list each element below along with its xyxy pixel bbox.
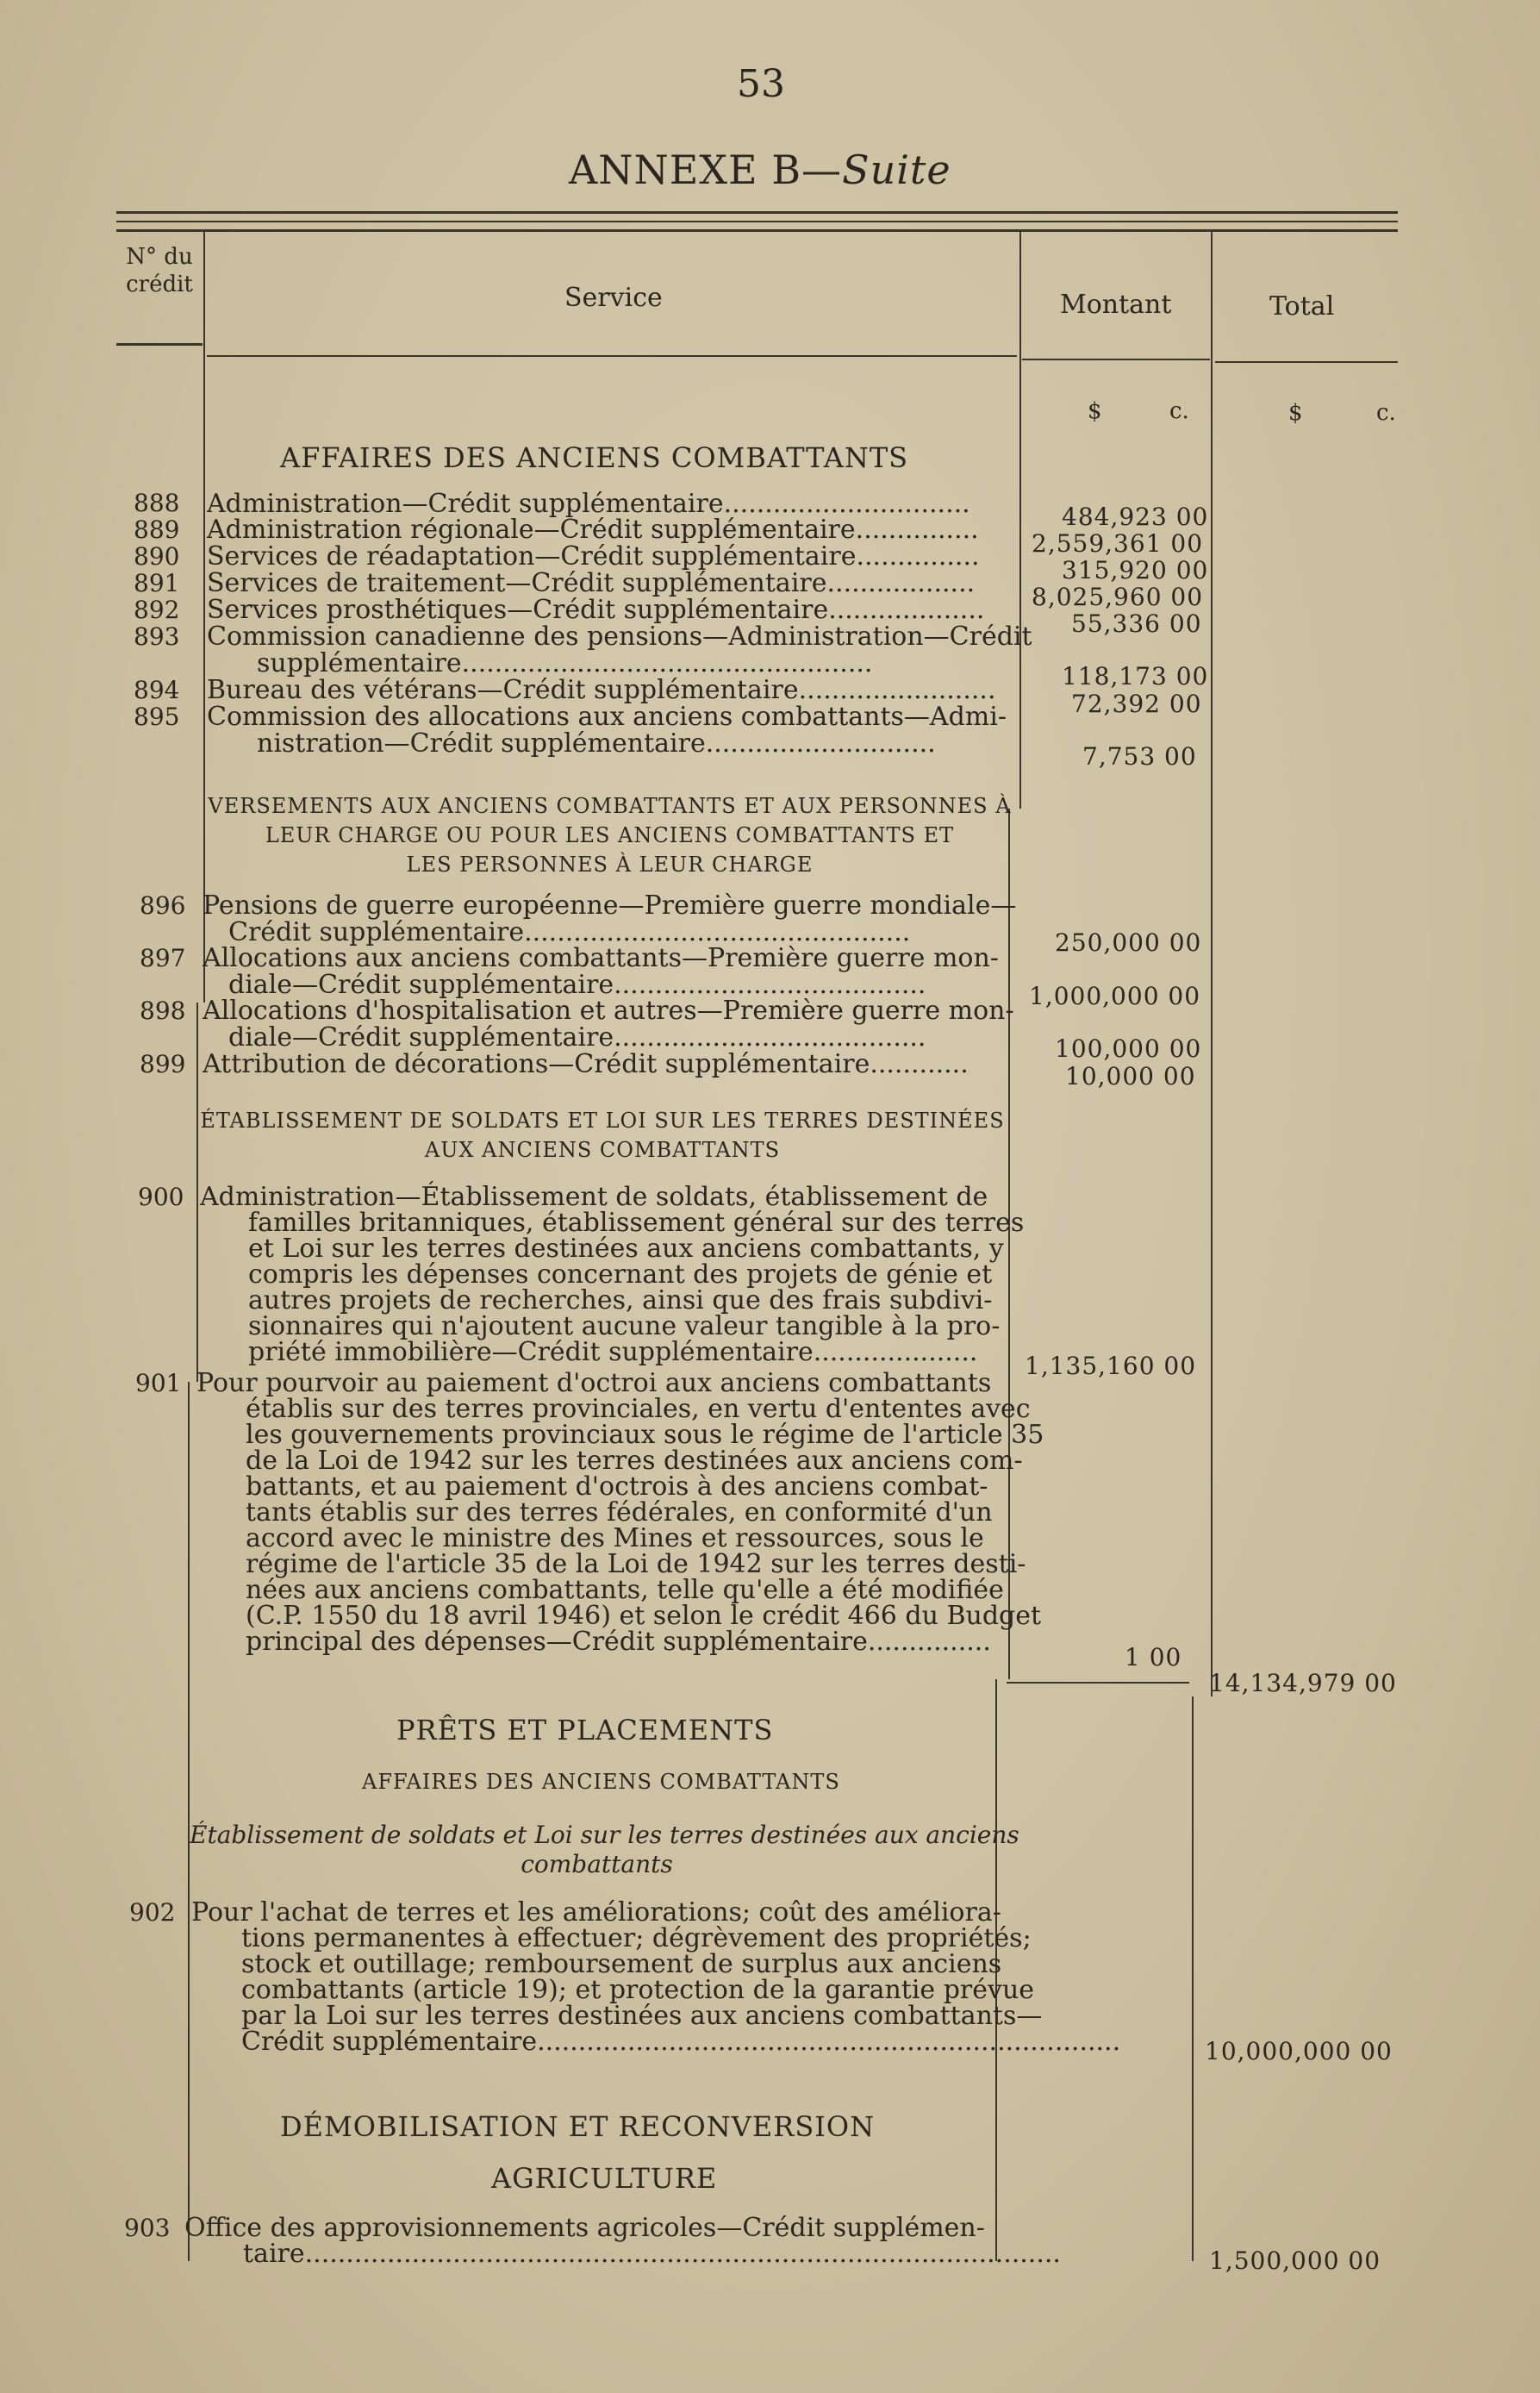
credit-no: 889 — [134, 515, 180, 544]
page-number: 53 — [737, 62, 785, 106]
col-line-1 — [203, 231, 205, 1003]
montant-cents: c. — [1169, 398, 1189, 424]
montant-value: 118,173 00 — [1062, 662, 1209, 690]
header-rule-mont — [1022, 359, 1210, 360]
service-text: Services prosthétiques—Crédit supplémentaire................... — [207, 595, 985, 625]
service-text-cont: tants établis sur des terres fédérales, en conformité d'un — [246, 1497, 993, 1528]
service-text: Pour l'achat de terres et les améliorations; coût des améliora- — [191, 1897, 1001, 1928]
service-text-cont: taire............................................................................................ — [243, 2239, 1061, 2269]
col-line-3 — [1211, 231, 1213, 1696]
service-text-cont: diale—Crédit supplémentaire...................................... — [228, 970, 926, 1000]
montant-dollar: $ — [1088, 398, 1102, 424]
montant-value: 72,392 00 — [1071, 690, 1202, 718]
service-text: Commission canadienne des pensions—Administration—Crédit — [207, 622, 1032, 652]
service-text-cont: combattants (article 19); et protection de la garantie prévue — [241, 1975, 1035, 2005]
header-total: Total — [1269, 291, 1335, 322]
service-text-cont: Crédit supplémentaire....................................................................... — [241, 2027, 1121, 2057]
montant-value: 1,000,000 00 — [1029, 982, 1201, 1010]
col-line-2 — [1019, 231, 1021, 809]
service-text-cont: priété immobilière—Crédit supplémentaire.................... — [248, 1337, 978, 1367]
section-subheading-agriculture: AGRICULTURE — [491, 2162, 718, 2195]
credit-no: 900 — [138, 1183, 184, 1211]
montant-value: 55,336 00 — [1071, 609, 1202, 638]
page-title-suite: Suite — [842, 147, 951, 193]
service-text: Office des approvisionnements agricoles—Crédit supplémen- — [184, 2213, 985, 2243]
total-value: 10,000,000 00 — [1205, 2037, 1393, 2065]
service-text: Pour pourvoir au paiement d'octroi aux anciens combattants — [196, 1368, 992, 1398]
section-subheading-affaires: AFFAIRES DES ANCIENS COMBATTANTS — [362, 1770, 840, 1794]
service-text-cont: principal des dépenses—Crédit supplémentaire............... — [246, 1627, 991, 1657]
total-cents: c. — [1376, 400, 1396, 426]
montant-value: 1 00 — [1125, 1643, 1182, 1671]
header-rule-svc — [207, 355, 1017, 357]
service-text-cont: nistration—Crédit supplémentaire............................ — [257, 728, 936, 759]
service-text-cont: stock et outillage; remboursement de surplus aux anciens — [241, 1949, 1002, 1979]
service-text: Allocations d'hospitalisation et autres—Première guerre mon- — [203, 996, 1014, 1026]
service-text-cont: autres projets de recherches, ainsi que des frais subdivi- — [248, 1285, 993, 1315]
service-text-cont: par la Loi sur les terres destinées aux anciens combattants— — [241, 2001, 1043, 2031]
section-heading-versements: VERSEMENTS AUX ANCIENS COMBATTANTS ET AUX PERSONNES À LEUR CHARGE OU POUR LES ANCIENS COMBATTANTS ET LES PERSONNES À LEUR CHARGE — [208, 794, 1012, 877]
service-text-cont: et Loi sur les terres destinées aux anciens combattants, y — [248, 1234, 1004, 1264]
col-line-1b — [196, 1003, 198, 1382]
top-rule-1 — [116, 211, 1398, 214]
service-text: Services de traitement—Crédit supplémentaire.................. — [207, 568, 976, 598]
credit-no: 893 — [134, 622, 180, 651]
header-no-credit: N° du crédit — [126, 244, 193, 297]
service-text-cont: accord avec le ministre des Mines et ressources, sous le — [246, 1523, 984, 1553]
page-title: ANNEXE B—Suite — [569, 147, 951, 193]
service-text: Pensions de guerre européenne—Première guerre mondiale— — [203, 890, 1017, 921]
credit-no: 902 — [129, 1898, 176, 1927]
credit-no: 895 — [134, 703, 180, 731]
service-text: Commission des allocations aux anciens combattants—Admi- — [207, 702, 1007, 732]
service-text-cont: battants, et au paiement d'octrois à des anciens combat- — [246, 1471, 988, 1502]
total-value: 1,500,000 00 — [1209, 2246, 1381, 2275]
col-line-3b — [1192, 1696, 1194, 2261]
section-italic-heading: Établissement de soldats et Loi sur les terres destinées aux anciens combattants — [190, 1821, 1019, 1878]
service-text: Administration régionale—Crédit supplémentaire............... — [207, 515, 979, 545]
credit-no: 903 — [124, 2214, 171, 2242]
montant-value: 8,025,960 00 — [1032, 583, 1204, 611]
service-text-cont: diale—Crédit supplémentaire...................................... — [228, 1022, 926, 1053]
montant-value: 100,000 00 — [1055, 1034, 1202, 1063]
credit-no: 896 — [140, 891, 186, 920]
service-text-cont: (C.P. 1550 du 18 avril 1946) et selon le crédit 466 du Budget — [246, 1601, 1042, 1631]
credit-no: 899 — [140, 1050, 186, 1078]
header-rule-total — [1215, 361, 1398, 363]
credit-no: 890 — [134, 542, 180, 571]
service-text-cont: nées aux anciens combattants, telle qu'elle a été modifiée — [246, 1575, 1004, 1605]
total-dollar: $ — [1288, 400, 1303, 426]
service-text: Attribution de décorations—Crédit supplémentaire............ — [203, 1049, 969, 1079]
service-text-cont: régime de l'article 35 de la Loi de 1942 sur les terres desti- — [246, 1549, 1026, 1579]
credit-no: 898 — [140, 997, 186, 1025]
credit-no: 897 — [140, 944, 186, 972]
top-rule-2 — [116, 221, 1398, 222]
credit-no: 901 — [135, 1369, 182, 1397]
service-text: Allocations aux anciens combattants—Première guerre mon- — [203, 943, 999, 973]
montant-value: 1,135,160 00 — [1025, 1352, 1197, 1380]
service-text-cont: compris les dépenses concernant des projets de génie et — [248, 1259, 993, 1290]
service-text-cont: supplémentaire.................................................. — [257, 648, 873, 678]
section-heading-prets: PRÊTS ET PLACEMENTS — [396, 1714, 774, 1746]
service-text: Services de réadaptation—Crédit supplémentaire............... — [207, 541, 980, 572]
credit-no: 894 — [134, 676, 180, 704]
service-text: Bureau des vétérans—Crédit supplémentaire........................ — [207, 675, 996, 705]
service-text-cont: familles britanniques, établissement général sur des terres — [248, 1208, 1025, 1238]
service-text-cont: tions permanentes à effectuer; dégrèvement des propriétés; — [241, 1923, 1032, 1953]
service-text-cont: de la Loi de 1942 sur les terres destinées aux anciens com- — [246, 1446, 1023, 1476]
section-heading-affaires: AFFAIRES DES ANCIENS COMBATTANTS — [280, 441, 909, 474]
service-text: Administration—Crédit supplémentaire.............................. — [207, 489, 970, 519]
service-text-cont: les gouvernements provinciaux sous le régime de l'article 35 — [246, 1420, 1044, 1450]
credit-no: 892 — [134, 596, 180, 624]
montant-value: 315,920 00 — [1062, 556, 1209, 584]
service-text-cont: sionnaires qui n'ajoutent aucune valeur tangible à la pro- — [248, 1311, 1001, 1341]
montant-value: 7,753 00 — [1082, 742, 1197, 771]
header-service: Service — [564, 283, 663, 313]
service-text-cont: Crédit supplémentaire............................................... — [228, 917, 911, 947]
montant-value: 2,559,361 00 — [1032, 529, 1204, 558]
section-heading-demobilisation: DÉMOBILISATION ET RECONVERSION — [280, 2110, 876, 2143]
montant-value: 10,000 00 — [1065, 1062, 1196, 1090]
header-rule-no — [116, 343, 203, 346]
credit-no: 891 — [134, 569, 180, 597]
subtotal-value: 14,134,979 00 — [1209, 1669, 1397, 1697]
service-text: Administration—Établissement de soldats, établissement de — [200, 1182, 988, 1212]
credit-no: 888 — [134, 489, 180, 517]
montant-value: 250,000 00 — [1055, 928, 1202, 957]
montant-value: 484,923 00 — [1062, 503, 1209, 531]
top-rule-3 — [116, 229, 1398, 232]
service-text-cont: établis sur des terres provinciales, en vertu d'ententes avec — [246, 1394, 1031, 1424]
subtotal-rule — [1007, 1682, 1189, 1684]
header-montant: Montant — [1060, 290, 1172, 320]
section-heading-etablissement: ÉTABLISSEMENT DE SOLDATS ET LOI SUR LES TERRES DESTINÉES AUX ANCIENS COMBATTANTS — [200, 1109, 1005, 1162]
